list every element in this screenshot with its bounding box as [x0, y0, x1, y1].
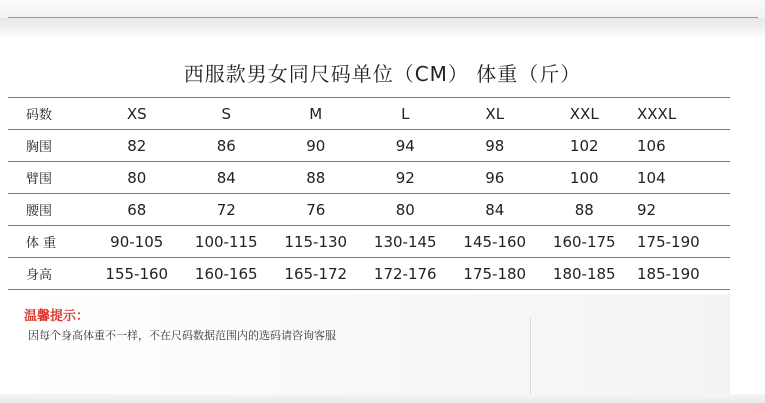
size-header-cell: M [271, 98, 361, 130]
size-header-cell: XL [450, 98, 540, 130]
table-cell: 92 [361, 162, 451, 194]
table-cell: 88 [271, 162, 361, 194]
table-cell: 106 [629, 130, 730, 162]
size-table [8, 97, 730, 290]
table-cell: 102 [540, 130, 630, 162]
table-cell: 68 [92, 194, 182, 226]
row-label: 胸围 [8, 130, 92, 162]
notice-text: 因每个身高体重不一样，不在尺码数据范围内的选码请咨询客服 [28, 329, 336, 342]
table-cell: 115-130 [271, 226, 361, 258]
row-label: 码数 [8, 98, 92, 130]
table-row [8, 162, 730, 194]
table-cell: 80 [361, 194, 451, 226]
size-header-cell: XS [92, 98, 182, 130]
notice-divider [530, 318, 531, 398]
table-cell: 84 [182, 162, 272, 194]
table-cell: 72 [182, 194, 272, 226]
table-cell: 160-165 [182, 258, 272, 290]
table-cell: 86 [182, 130, 272, 162]
size-header-cell: XXXL [629, 98, 730, 130]
table-cell: 82 [92, 130, 182, 162]
table-cell: 84 [450, 194, 540, 226]
notice-panel [16, 294, 730, 394]
table-cell: 175-180 [450, 258, 540, 290]
size-header-cell: S [182, 98, 272, 130]
table-cell: 80 [92, 162, 182, 194]
table-cell: 104 [629, 162, 730, 194]
table-cell: 90-105 [92, 226, 182, 258]
table-cell: 185-190 [629, 258, 730, 290]
size-header-cell: L [361, 98, 451, 130]
notice-title: 温馨提示： [24, 309, 90, 324]
table-cell: 98 [450, 130, 540, 162]
table-row [8, 194, 730, 226]
table-cell: 76 [271, 194, 361, 226]
table-cell: 180-185 [540, 258, 630, 290]
row-label: 身高 [8, 258, 92, 290]
table-cell: 94 [361, 130, 451, 162]
row-label: 臂围 [8, 162, 92, 194]
row-label: 体 重 [8, 226, 92, 258]
table-cell: 100-115 [182, 226, 272, 258]
top-shade [0, 18, 765, 40]
table-row [8, 130, 730, 162]
table-cell: 160-175 [540, 226, 630, 258]
table-cell: 165-172 [271, 258, 361, 290]
table-row [8, 258, 730, 290]
bottom-shade [0, 394, 765, 403]
table-cell: 155-160 [92, 258, 182, 290]
table-cell: 172-176 [361, 258, 451, 290]
table-cell: 100 [540, 162, 630, 194]
table-cell: 175-190 [629, 226, 730, 258]
page-title: 西服款男女同尺码单位（CM） 体重（斤） [183, 62, 582, 86]
table-cell: 145-160 [450, 226, 540, 258]
size-header-cell: XXL [540, 98, 630, 130]
top-band [0, 0, 765, 18]
table-cell: 90 [271, 130, 361, 162]
table-cell: 130-145 [361, 226, 451, 258]
table-row [8, 226, 730, 258]
table-cell: 88 [540, 194, 630, 226]
row-label: 腰围 [8, 194, 92, 226]
table-cell: 96 [450, 162, 540, 194]
table-cell: 92 [629, 194, 730, 226]
table-header-row [8, 98, 730, 130]
